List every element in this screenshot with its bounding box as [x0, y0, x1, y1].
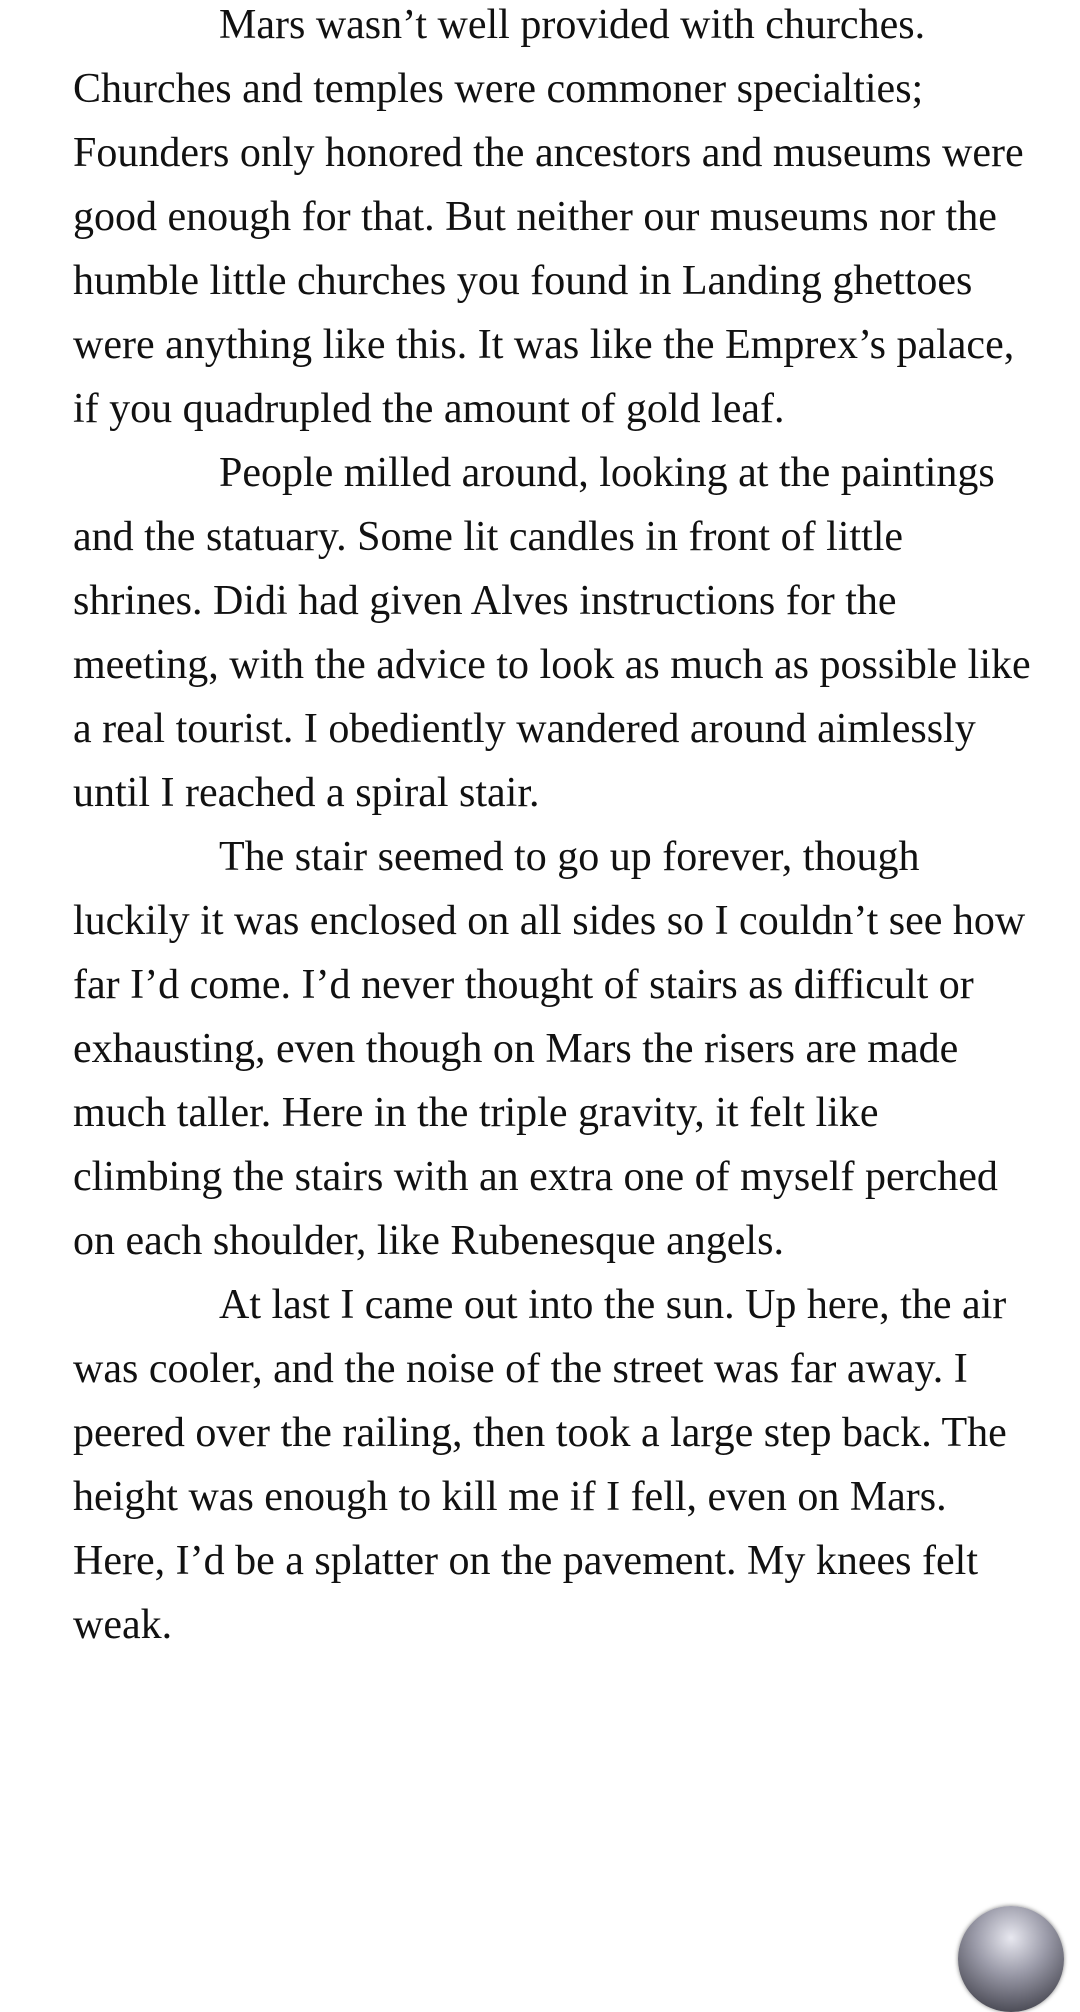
- paragraph: Mars wasn’t well provided with churches. Churches and temples were commoner specialties; Founders only honored the ancestors and museums were good enough for that. But neither our museums nor the humble little churches you found in Landing ghettoes were anything like this. It was like the Emprex’s palace, if you quadrupled the amount of gold leaf.: [73, 2, 1024, 432]
- paragraph: The stair seemed to go up forever, though luckily it was enclosed on all sides so I couldn’t see how far I’d come. I’d never thought of stairs as difficult or exhausting, even though on Mars the risers are made much taller. Here in the triple gravity, it felt like climbing the stairs with an extra one of myself perched on each shoulder, like Rubenesque angels.: [73, 834, 1026, 1264]
- book-text: [73, 0, 1033, 1657]
- paragraph: People milled around, looking at the paintings and the statuary. Some lit candles in front of little shrines. Didi had given Alves instructions for the meeting, with the advice to look as much as possible like a real tourist. I obediently wandered around aimlessly until I reached a spiral stair.: [73, 450, 1031, 816]
- floating-avatar-button[interactable]: [958, 1906, 1064, 2012]
- paragraph: At last I came out into the sun. Up here, the air was cooler, and the noise of the street was far away. I peered over the railing, then took a large step back. The height was enough to kill me if I fell, even on Mars. Here, I’d be a splatter on the pavement. My knees felt weak.: [73, 1282, 1007, 1648]
